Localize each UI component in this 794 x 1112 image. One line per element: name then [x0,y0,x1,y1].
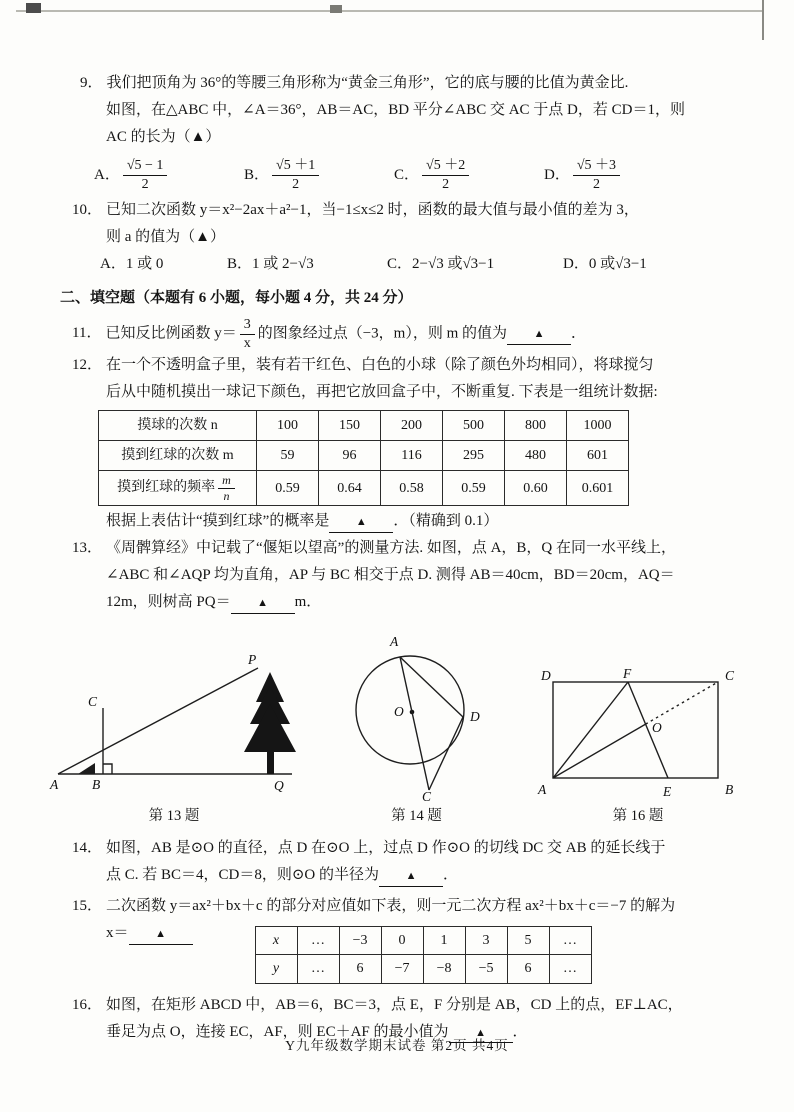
table-cell-frequency-label [99,471,257,506]
question-15 [72,893,750,983]
table-cell: 1000 [567,411,629,441]
tree-trunk [267,751,274,774]
angle-mark [78,763,95,774]
question-text: 如图，AB 是⊙O 的直径，点 D 在⊙O 上，过点 D 作⊙O 的切线 DC 交 AB 的延长线于 [106,840,666,857]
table-cell: 96 [319,441,381,471]
point-label: B [725,782,734,798]
table-cell: … [549,927,591,955]
option-c: C．2−√3 或√3−1 [387,256,495,272]
point-label: C [725,668,735,684]
point-label: C [422,789,432,803]
figure-caption: 第 16 题 [612,808,664,825]
question-text: 已知反比例函数 y＝ [105,325,237,342]
option-a: A．1 或 0 [100,256,164,272]
question-text: ∠ABC 和∠AQP 均为直角，AP 与 BC 相交于点 D. 测得 AB＝40cm，BD＝20cm，AQ＝ [106,567,675,584]
option-c [394,157,544,193]
option-label: D． [544,166,570,183]
fig14-drawing [334,624,499,802]
answer-blank: ▲ [379,868,443,887]
table-cell: y [255,955,297,983]
question-line [106,589,750,616]
table-row [99,411,629,441]
question-text: 12m，则树高 PQ＝ [106,594,231,611]
fraction [240,316,255,352]
table-cell: 601 [567,441,629,471]
fraction-numerator: 3 [240,316,255,335]
question-text: 点 C. 若 BC＝4，CD＝8，则⊙O 的半径为 [106,867,380,884]
question-text: 根据上表估计“摸到红球”的概率是 [106,513,330,530]
question-line [72,835,750,862]
fig16-drawing [533,666,743,802]
q12-statistics-table [98,410,629,506]
table-cell: 0.601 [567,471,629,506]
fraction [573,157,620,193]
question-text: 如图，在矩形 ABCD 中，AB＝6，BC＝3，点 E，F 分别是 AB，CD 上的点，EF⊥AC， [106,996,683,1013]
table-cell: 0.64 [319,471,381,506]
scan-artifact-line [16,10,764,12]
question-number: 15． [72,898,103,915]
option-d: D．0 或√3−1 [563,256,647,272]
table-cell: −3 [339,927,381,955]
table-cell: … [297,955,339,983]
table-cell: 800 [505,411,567,441]
question-line [106,862,750,889]
figures-row [48,624,750,829]
table-row [255,927,591,955]
question-text: 则 a 的值为（▲） [106,229,226,245]
table-cell: … [297,927,339,955]
answer-blank: ▲ [329,514,393,533]
point-label: D [470,709,480,725]
scan-artifact-edge [762,0,764,40]
table-cell: 摸球的次数 n [99,411,257,441]
fraction [123,157,168,193]
point-label: B [92,777,101,793]
figure-14 [334,624,499,829]
question-text: 我们把顶角为 36°的等腰三角形称为“黄金三角形”，它的底与腰的比值为黄金比. [106,75,629,91]
question-13 [72,535,750,616]
answer-blank: ▲ [507,326,571,345]
question-text: 二次函数 y＝ax²＋bx＋c 的部分对应值如下表，则一元二次方程 ax²＋bx＋c＝−7 的解为 [106,898,676,915]
question-text: x＝ [106,925,129,942]
table-cell: 200 [381,411,443,441]
table-cell: −8 [423,955,465,983]
table-cell: 1 [423,927,465,955]
question-line [106,508,750,535]
table-cell: 500 [443,411,505,441]
table-cell: 480 [505,441,567,471]
question-9 [80,70,750,193]
table-row [99,471,629,506]
point-label: A [538,782,547,798]
table-cell: 150 [319,411,381,441]
table-cell: 116 [381,441,443,471]
question-text: 已知二次函数 y＝x²−2ax＋a²−1，当−1≤x≤2 时，函数的最大值与最小值的差为 3， [106,202,639,218]
page-footer: Y九年级数学期末试卷 第2页 共4页 [285,1038,509,1053]
point-label: A [50,777,59,793]
question-number: 9． [80,75,103,91]
question-number: 13． [72,540,103,557]
figure-caption: 第 13 题 [148,808,200,825]
table-cell: 0.60 [505,471,567,506]
scan-artifact-mark [330,5,342,13]
table-cell: 3 [465,927,507,955]
question-text: AC 的长为（▲） [106,129,221,145]
question-text: ． [571,325,587,342]
point-label: E [663,784,672,800]
question-text: 垂足为点 O，连接 EC，AF，则 EC＋AF 的最小值为 [106,1023,449,1040]
fraction-denominator: 2 [442,176,450,192]
fraction-numerator: √5 ＋3 [573,157,620,176]
question-text: ．（精确到 0.1） [393,513,499,530]
table-row [99,441,629,471]
question-text: 的图象经过点（−3，m），则 m 的值为 [257,325,508,342]
fraction-numerator: √5 − 1 [123,157,168,176]
question-line [72,316,750,352]
fraction-numerator: m [218,473,235,488]
point-label: D [541,668,551,684]
fraction [272,157,319,193]
question-line [72,535,750,562]
question-line [72,893,750,920]
table-cell: 0.59 [257,471,319,506]
question-11 [72,316,750,352]
point-label: A [390,634,399,650]
fraction-numerator: √5 ＋1 [272,157,319,176]
table-cell: 0 [381,927,423,955]
tree-icon [244,704,296,752]
question-text: ． [512,1023,528,1040]
answer-blank: ▲ [129,926,193,945]
question-text: 《周髀算经》中记载了“偃矩以望高”的测量方法. 如图，点 A，B，Q 在同一水平线上， [106,540,677,557]
option-b: B．1 或 2−√3 [227,256,314,272]
table-row [255,955,591,983]
option-label: B． [244,166,270,183]
question-line [72,992,750,1019]
table-cell: 0.59 [443,471,505,506]
fraction [218,473,235,503]
fraction-numerator: √5 ＋2 [422,157,469,176]
figure-13 [48,652,300,829]
fraction-denominator: 2 [592,176,600,192]
option-a [94,157,244,193]
question-text: 在一个不透明盒子里，装有若干红色、白色的小球（除了颜色外均相同），将球搅匀 [106,357,654,373]
q10-options [100,251,750,278]
question-number: 10． [72,202,103,218]
question-line [106,920,193,947]
question-text: 如图，在△ABC 中，∠A＝36°，AB＝AC，BD 平分∠ABC 交 AC 于点 D，若 CD＝1，则 [106,102,685,118]
figure-16 [533,666,743,829]
question-10 [72,197,750,278]
table-cell: 摸到红球的次数 m [99,441,257,471]
table-cell: 6 [339,955,381,983]
question-number: 12． [72,357,103,373]
table-cell: 295 [443,441,505,471]
fig13-drawing [48,652,300,802]
table-cell: −7 [381,955,423,983]
answer-blank: ▲ [449,1025,513,1044]
table-cell: 6 [507,955,549,983]
q9-options [94,157,750,193]
point-label: O [652,720,662,736]
answer-blank: ▲ [231,595,295,614]
table-cell: 5 [507,927,549,955]
question-14 [72,835,750,889]
question-number: 11． [72,325,102,342]
figure-caption: 第 14 题 [391,808,442,825]
fraction-denominator: 2 [141,176,149,192]
point-label: P [248,652,257,668]
fraction-denominator: n [223,488,230,503]
point-label: Q [274,778,284,794]
fraction [422,157,469,193]
question-line [72,352,750,379]
table-cell: 0.58 [381,471,443,506]
option-label: A． [94,166,120,183]
question-text: m． [294,594,322,611]
option-b [244,157,394,193]
table-cell: 100 [257,411,319,441]
table-cell: … [549,955,591,983]
question-text: 后从中随机摸出一球记下颜色，再把它放回盒子中，不断重复. 下表是一组统计数据: [106,384,658,400]
option-label: C． [394,166,420,183]
question-line [72,197,750,224]
fraction-denominator: 2 [292,176,300,192]
point-label: C [88,694,98,710]
page-content [50,70,750,1046]
table-cell: x [255,927,297,955]
point-label: F [623,666,632,682]
option-d [544,157,694,193]
label-text: 摸到红球的频率 [117,480,216,496]
question-line [80,70,750,97]
q15-value-table [255,926,592,983]
table-cell: 59 [257,441,319,471]
q15-answer-row [72,920,750,983]
fraction-denominator: x [243,335,251,351]
point-label: O [394,704,404,720]
question-12 [72,352,750,535]
scan-artifact-mark [26,3,41,13]
section-2-header: 二、填空题（本题有 6 小题，每小题 4 分，共 24 分） [60,290,413,306]
table-cell: −5 [465,955,507,983]
question-number: 14． [72,840,103,857]
question-number: 16． [72,996,103,1013]
question-text: ． [443,867,459,884]
